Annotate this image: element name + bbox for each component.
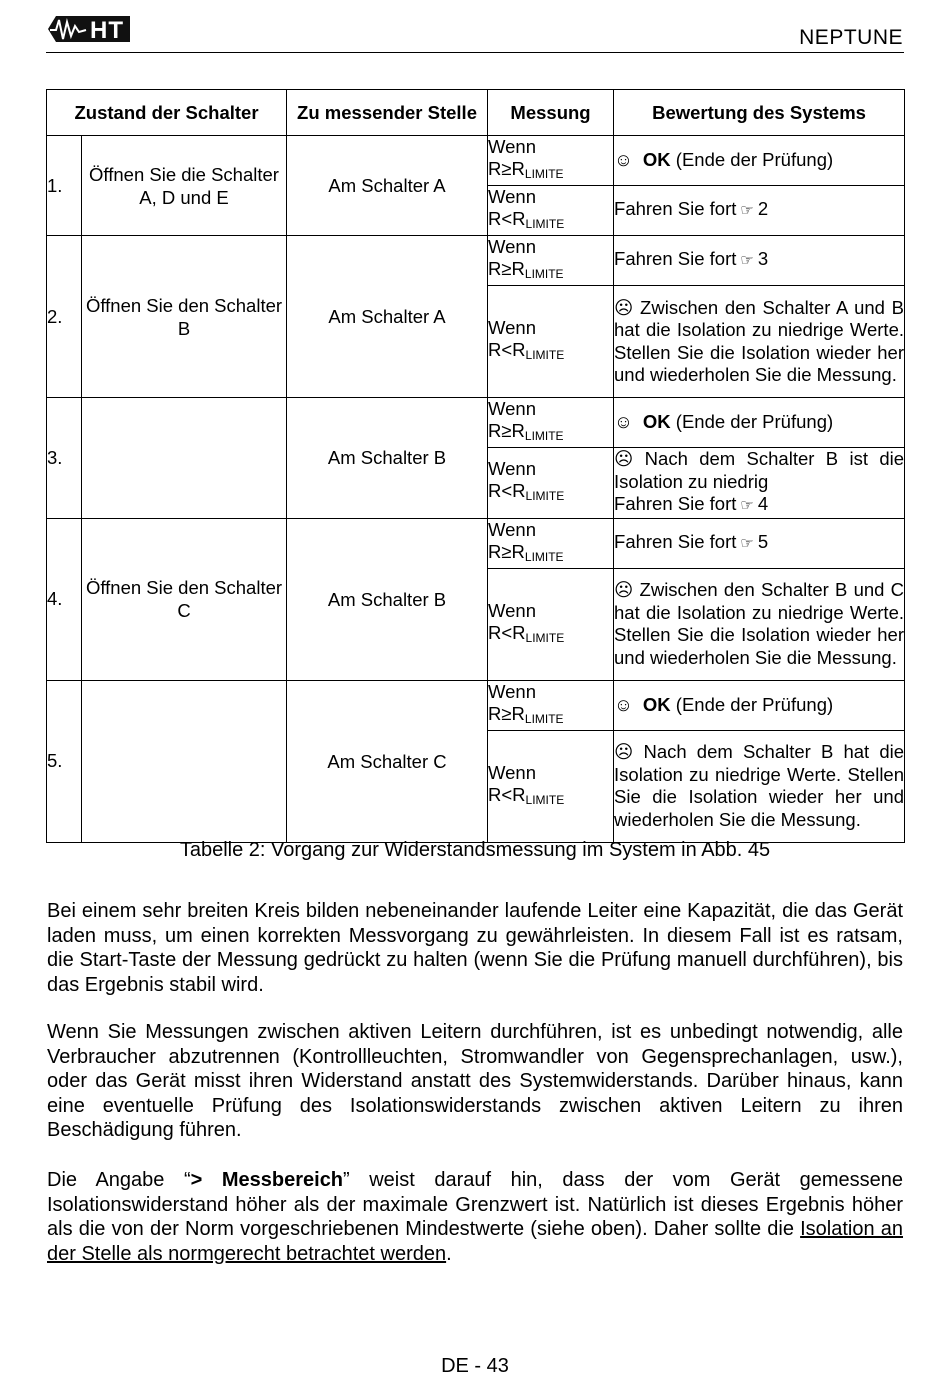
header-rule xyxy=(46,52,904,53)
measure-location: Am Schalter B xyxy=(287,518,488,680)
smiley-icon: ☺ xyxy=(614,149,633,171)
range-term: > Messbereich xyxy=(190,1169,344,1191)
wenn-label: Wenn xyxy=(488,317,537,338)
header-condition: Zustand der Schalter xyxy=(47,90,287,136)
wenn-label: Wenn xyxy=(488,599,537,621)
p3-part-e: . xyxy=(446,1242,452,1265)
smiley-icon: ☺ xyxy=(614,693,633,715)
measure-location: Am Schalter A xyxy=(287,136,488,236)
evaluation-ok xyxy=(614,136,905,186)
step-ref: 2 xyxy=(757,198,769,220)
measurement-ge xyxy=(488,680,614,730)
step-ref: 4 xyxy=(757,493,769,514)
evaluation-ok xyxy=(614,398,905,448)
eval-text: Zwischen den Schalter B und C hat die Isolation zu niedrige Werte. Stellen Sie die Isolation wieder her und wiederholen Sie die Messung. xyxy=(614,579,905,668)
eval-text: (Ende der Prüfung) xyxy=(675,149,834,171)
evaluation-continue xyxy=(614,186,905,236)
measurement-lt xyxy=(488,448,614,519)
p3-part-c: ” weist darauf hin, dass der vom Gerät gemessene Isolationswiderstand höher als der maximale Grenzwert ist. Natürlich ist dieses Ergebnis höher als die von der Norm vorgeschriebenen Mindestwerte (siehe oben). Daher sollte die xyxy=(47,1169,903,1240)
header-title: NEPTUNE xyxy=(799,26,903,49)
limite-sub: LIMITE xyxy=(524,167,564,181)
r-ge-label: R≥R xyxy=(488,158,525,179)
eval-text: Nach dem Schalter B ist die Isolation zu niedrig xyxy=(614,448,905,492)
limite-sub: LIMITE xyxy=(525,217,565,231)
step-number: 2. xyxy=(47,236,82,398)
limite-sub: LIMITE xyxy=(525,792,565,807)
table-row xyxy=(47,398,905,448)
r-lt-label: R<R xyxy=(488,339,526,360)
p3-part-a: Die Angabe “ xyxy=(47,1169,191,1191)
eval-text-line2: Fahren Sie fort xyxy=(614,493,737,514)
wenn-label: Wenn xyxy=(488,136,537,157)
ok-label: OK xyxy=(642,149,671,171)
evaluation-fail xyxy=(614,448,905,519)
table-row xyxy=(47,236,905,286)
paragraph-range xyxy=(47,1168,903,1266)
limite-sub: LIMITE xyxy=(524,711,564,726)
wenn-label: Wenn xyxy=(488,458,537,480)
evaluation-continue xyxy=(614,518,905,568)
header-measurement: Messung xyxy=(488,90,614,136)
measurement-lt xyxy=(488,730,614,842)
wenn-label: Wenn xyxy=(488,236,537,257)
step-number: 1. xyxy=(47,136,82,236)
pointing-hand-icon: ☞ xyxy=(740,534,754,552)
frowny-icon: ☹ xyxy=(614,579,634,600)
table-header-row xyxy=(47,90,905,136)
step-number: 4. xyxy=(47,518,82,680)
measurement-ge xyxy=(488,236,614,286)
evaluation-ok xyxy=(614,680,905,730)
table-row xyxy=(47,136,905,186)
evaluation-fail xyxy=(614,568,905,680)
limite-sub: LIMITE xyxy=(524,549,564,564)
eval-text: Nach dem Schalter B hat die Isolation zu niedrige Werte. Stellen Sie die Isolation wieder her und wiederholen Sie die Messung. xyxy=(614,741,905,830)
measure-location: Am Schalter C xyxy=(287,680,488,842)
eval-text: (Ende der Prüfung) xyxy=(675,693,834,715)
frowny-icon: ☹ xyxy=(614,296,634,318)
evaluation-continue xyxy=(614,236,905,286)
measure-location: Am Schalter A xyxy=(287,236,488,398)
r-lt-label: R<R xyxy=(488,783,526,805)
switch-condition: Öffnen Sie die Schalter A, D und E xyxy=(82,136,287,236)
measurement-lt xyxy=(488,568,614,680)
evaluation-fail xyxy=(614,730,905,842)
limite-sub: LIMITE xyxy=(525,348,565,362)
step-ref: 5 xyxy=(757,530,769,552)
wenn-label: Wenn xyxy=(488,518,537,540)
eval-text: Zwischen den Schalter A und B hat die Isolation zu niedrige Werte. Stellen Sie die Isolation wieder her und wiederholen Sie die Messung. xyxy=(614,296,905,385)
pointing-hand-icon: ☞ xyxy=(740,252,754,270)
step-ref: 3 xyxy=(757,248,769,270)
eval-text: Fahren Sie fort xyxy=(614,198,737,220)
step-number: 3. xyxy=(47,398,82,519)
header-evaluation: Bewertung des Systems xyxy=(614,90,905,136)
eval-text: (Ende der Prüfung) xyxy=(675,411,834,433)
pointing-hand-icon: ☞ xyxy=(740,202,754,220)
measurement-lt xyxy=(488,186,614,236)
measurement-ge xyxy=(488,136,614,186)
r-lt-label: R<R xyxy=(488,480,526,502)
switch-condition: Öffnen Sie den Schalter C xyxy=(82,518,287,680)
wenn-label: Wenn xyxy=(488,398,537,419)
wenn-label: Wenn xyxy=(488,761,537,783)
measure-location: Am Schalter B xyxy=(287,398,488,519)
measurement-lt xyxy=(488,286,614,398)
limite-sub: LIMITE xyxy=(524,429,564,443)
limite-sub: LIMITE xyxy=(524,267,564,281)
table-row xyxy=(47,518,905,568)
frowny-icon: ☹ xyxy=(614,741,634,762)
pointing-hand-icon: ☞ xyxy=(740,497,754,514)
eval-text: Fahren Sie fort xyxy=(614,248,737,270)
limite-sub: LIMITE xyxy=(525,489,565,504)
logo-text: HT xyxy=(90,17,124,44)
evaluation-fail xyxy=(614,286,905,398)
switch-condition: Öffnen Sie den Schalter B xyxy=(82,236,287,398)
measurement-ge xyxy=(488,398,614,448)
r-ge-label: R≥R xyxy=(488,540,525,562)
frowny-icon: ☹ xyxy=(614,448,634,469)
page-number: DE - 43 xyxy=(441,1355,509,1377)
switch-condition xyxy=(82,398,287,519)
step-number: 5. xyxy=(47,680,82,842)
procedure-table xyxy=(46,89,905,843)
paragraph-capacitance: Bei einem sehr breiten Kreis bilden nebeneinander laufende Leiter eine Kapazität, die das Gerät laden muss, um einen korrekten Messvorgang zu gewährleisten. In diesem Fall ist es ratsam, die Start-Taste der Messung gedrückt zu halten (wenn Sie die Prüfung manuell durchführen), bis das Ergebnis stabil wird. xyxy=(47,900,903,996)
eval-text: Fahren Sie fort xyxy=(614,530,737,552)
r-ge-label: R≥R xyxy=(488,420,525,441)
table-caption: Tabelle 2: Vorgang zur Widerstandsmessung im System in Abb. 45 xyxy=(179,839,771,861)
ht-logo xyxy=(44,14,136,46)
ok-label: OK xyxy=(642,693,671,715)
r-ge-label: R≥R xyxy=(488,258,525,279)
switch-condition xyxy=(82,680,287,842)
wenn-label: Wenn xyxy=(488,186,537,207)
paragraph-active-conductors: Wenn Sie Messungen zwischen aktiven Leitern durchführen, ist es unbedingt notwendig, alle Verbraucher abzutrennen (Kontrollleuchten, Stromwandler von Gegensprechanlagen, usw.), oder das Gerät misst ihren Widerstand anstatt des Systemwiderstands. Darüber hinaus, kann eine eventuelle Prüfung des Isolationswiderstands zwischen aktiven Leitern zu ihren Beschädigung führen. xyxy=(47,1021,903,1141)
limite-sub: LIMITE xyxy=(525,630,565,645)
ok-label: OK xyxy=(642,411,671,433)
measurement-ge xyxy=(488,518,614,568)
wenn-label: Wenn xyxy=(488,680,537,702)
r-ge-label: R≥R xyxy=(488,702,525,724)
p3-underlined: Isolation an der Stelle als normgerecht betrachtet werden xyxy=(47,1218,904,1265)
r-lt-label: R<R xyxy=(488,208,526,229)
smiley-icon: ☺ xyxy=(614,411,633,433)
r-lt-label: R<R xyxy=(488,621,526,643)
header-location: Zu messender Stelle xyxy=(287,90,488,136)
table-row xyxy=(47,680,905,730)
